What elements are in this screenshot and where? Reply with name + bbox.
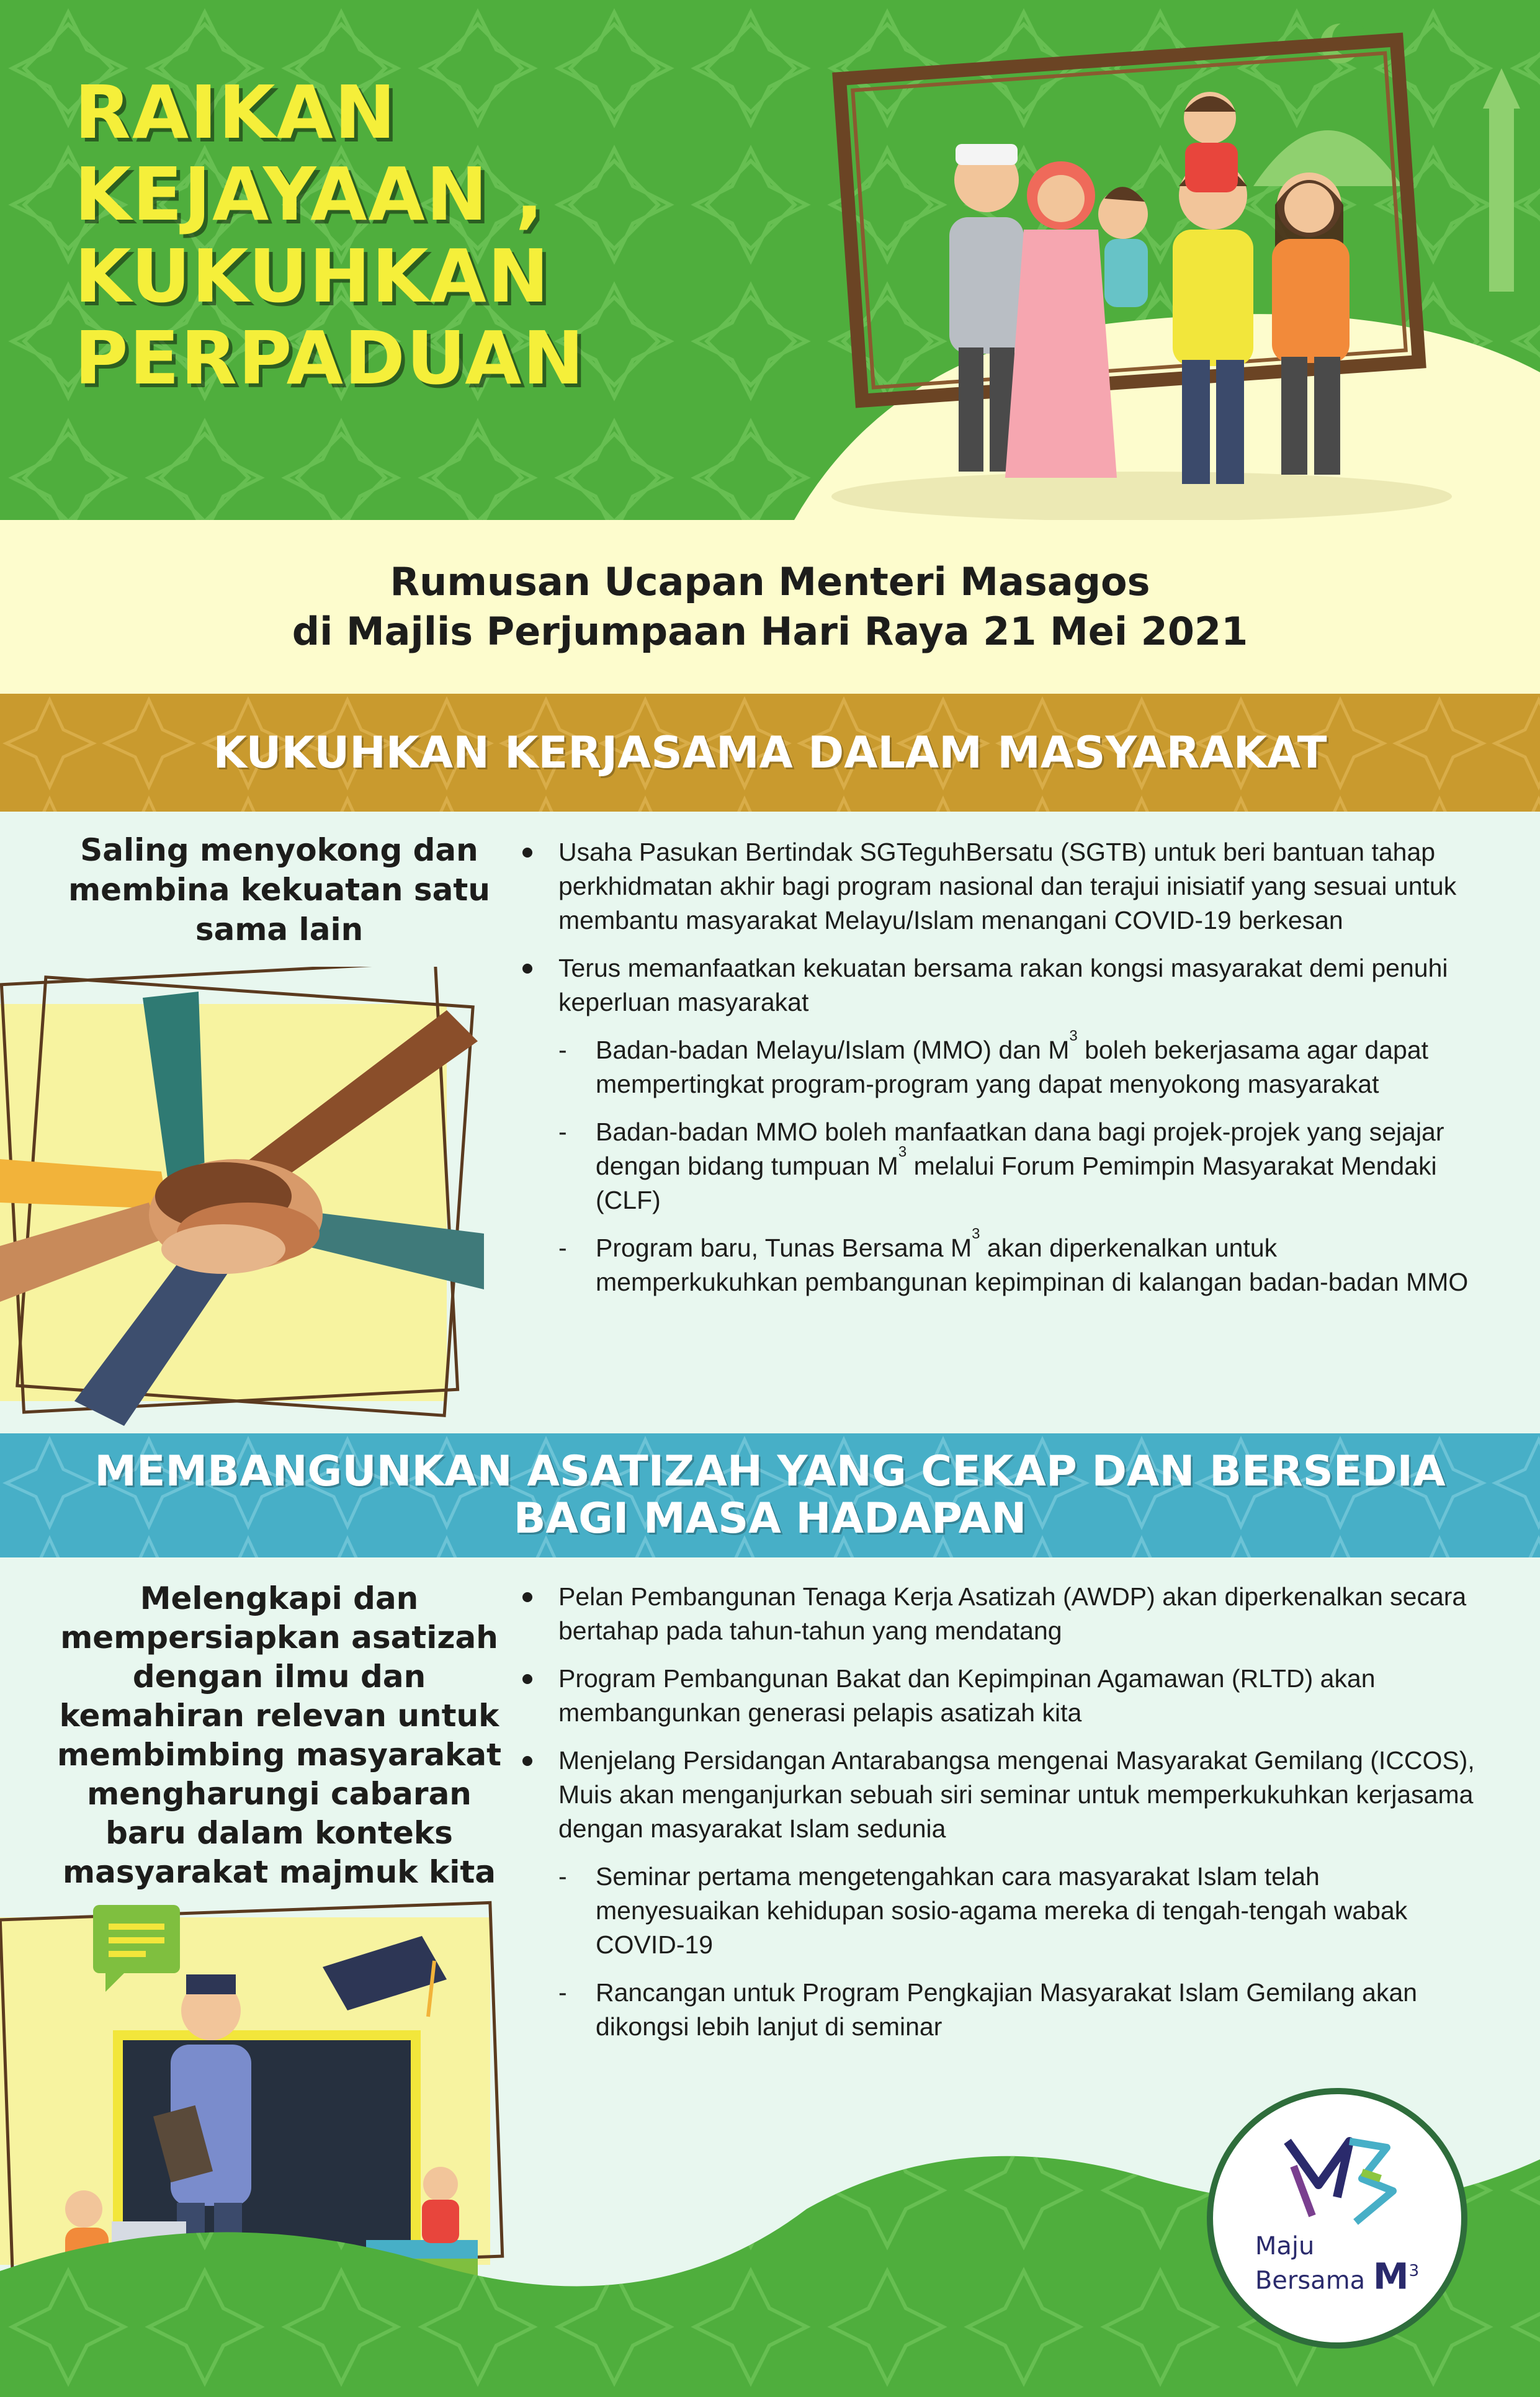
hero-title-line: RAIKAN <box>74 69 397 155</box>
bullet-text: Badan-badan Melayu/Islam (MMO) dan M <box>596 1036 1070 1064</box>
hero-title-line: KEJAYAAN , <box>74 151 545 237</box>
sub-bullet-item: - Seminar pertama mengetengahkan cara masyarakat Islam telah menyesuaikan kehidupan sosio-agama mereka di tengah-tengah wabak COVID-19 <box>515 1860 1483 1962</box>
superscript: 3 <box>1069 1028 1078 1045</box>
section-title: BAGI MASA HADAPAN <box>513 1494 1027 1543</box>
hero-title <box>74 71 707 399</box>
section-body-kerjasama <box>0 812 1540 1433</box>
subtitle-band <box>0 520 1540 694</box>
bullet-item: Pelan Pembangunan Tenaga Kerja Asatizah (AWDP) akan diperkenalkan secara bertahap pada tahun-tahun yang mendatang <box>515 1580 1483 1648</box>
section-header-asatizah <box>0 1433 1540 1557</box>
logo-wordmark <box>1255 2232 1420 2298</box>
bullet-list <box>515 835 1483 1313</box>
logo-line <box>1255 2255 1420 2298</box>
hero-title-line: KUKUHKAN <box>74 233 550 319</box>
bullet-text: boleh bekerjasama agar dapat mempertingkat program-program yang dapat menyokong masyarakat <box>596 1036 1429 1098</box>
m3-logo-mark-icon <box>1275 2129 1399 2228</box>
logo-word: Bersama <box>1255 2266 1366 2295</box>
united-hands-illustration <box>0 967 484 1426</box>
sub-bullet-item: - Rancangan untuk Program Pengkajian Masyarakat Islam Gemilang akan dikongsi lebih lanjut di seminar <box>515 1976 1483 2044</box>
section-lead-text: Melengkapi dan mempersiapkan asatizah dengan ilmu dan kemahiran relevan untuk membimbing masyarakat mengharungi cabaran baru dalam konteks masyarakat majmuk kita <box>56 1580 502 1890</box>
section-title: MEMBANGUNKAN ASATIZAH YANG CEKAP DAN BERSEDIA <box>94 1447 1446 1496</box>
subtitle-line: Rumusan Ucapan Menteri Masagos <box>390 559 1150 604</box>
bullet-item: Usaha Pasukan Bertindak SGTeguhBersatu (SGTB) untuk beri bantuan tahap perkhidmatan akhir bagi program nasional dan terajui inisiatif yang sesuai untuk membantu masyarakat Melayu/Islam menangani COVID-19 berkesan <box>515 835 1483 938</box>
logo-line: Maju <box>1255 2232 1315 2261</box>
bullet-text: Badan-badan MMO boleh manfaatkan dana bagi projek-projek yang sejajar dengan bidang tumpuan M <box>596 1118 1444 1180</box>
family-photo-frame-illustration <box>769 0 1540 520</box>
hero-banner <box>0 0 1540 520</box>
subtitle-line: di Majlis Perjumpaan Hari Raya 21 Mei 2021 <box>292 609 1248 654</box>
sub-bullet-item <box>515 1225 1483 1299</box>
bullet-item: Program Pembangunan Bakat dan Kepimpinan Agamawan (RLTD) akan membangunkan generasi pelapis asatizah kita <box>515 1662 1483 1730</box>
superscript: 3 <box>972 1225 980 1243</box>
sub-bullet-item <box>515 1115 1483 1217</box>
logo-mark-sup: 3 <box>1408 2262 1420 2281</box>
section-lead-text: Saling menyokong dan membina kekuatan satu sama lain <box>68 832 490 948</box>
bullet-list <box>515 1580 1483 2058</box>
bullet-item: Menjelang Persidangan Antarabangsa mengenai Masyarakat Gemilang (ICCOS), Muis akan menganjurkan sebuah siri seminar untuk memperkukuhkan kerjasama dengan masyarakat Islam sedunia <box>515 1744 1483 1846</box>
bullet-text: melalui Forum Pemimpin Masyarakat Mendaki (CLF) <box>596 1152 1437 1214</box>
bullet-text: akan diperkenalkan untuk memperkukuhkan pembangunan kepimpinan di kalangan badan-badan MMO <box>596 1234 1469 1296</box>
maju-bersama-m3-logo <box>1207 2088 1467 2349</box>
sub-bullet-item <box>515 1028 1483 1101</box>
bullet-text: Program baru, Tunas Bersama M <box>596 1234 972 1262</box>
logo-mark-letter: M <box>1372 2255 1409 2298</box>
superscript: 3 <box>898 1144 907 1161</box>
bullet-item: Terus memanfaatkan kekuatan bersama rakan kongsi masyarakat demi penuhi keperluan masyarakat <box>515 951 1483 1019</box>
section-header-kerjasama <box>0 694 1540 812</box>
hero-title-line: PERPADUAN <box>74 315 586 401</box>
section-title: KUKUHKAN KERJASAMA DALAM MASYARAKAT <box>213 727 1327 778</box>
